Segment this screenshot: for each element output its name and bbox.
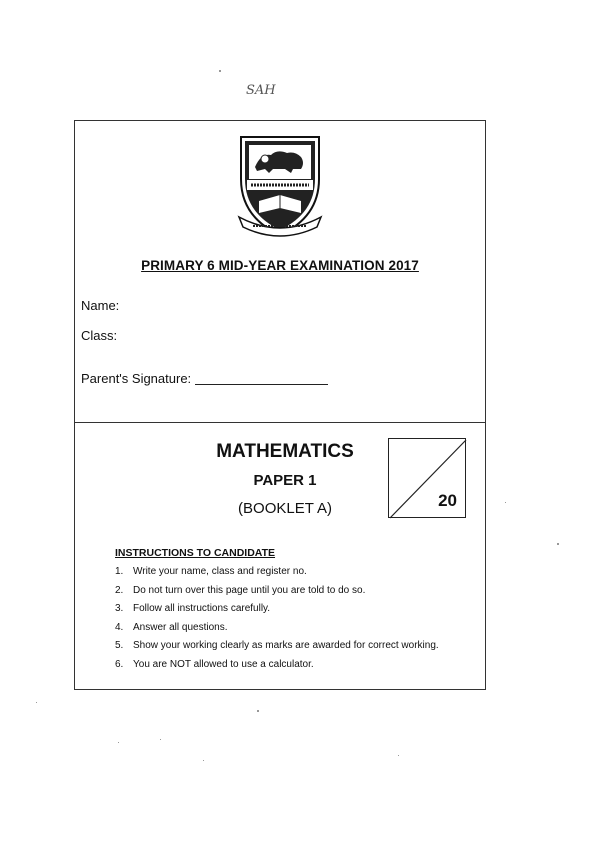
scan-speck bbox=[203, 760, 204, 761]
scan-speck bbox=[257, 710, 259, 712]
cover-box bbox=[74, 120, 486, 690]
exam-title: PRIMARY 6 MID-YEAR EXAMINATION 2017 bbox=[141, 258, 419, 273]
instruction-item: 1. Write your name, class and register no. bbox=[115, 566, 307, 577]
class-label: Class: bbox=[81, 328, 118, 343]
scan-speck bbox=[118, 742, 119, 743]
paper-label: PAPER 1 bbox=[253, 472, 317, 489]
instructions-list bbox=[115, 566, 439, 678]
scan-speck bbox=[505, 502, 506, 503]
parent-signature-label: Parent's Signature: bbox=[81, 371, 192, 386]
instruction-item: 4. Answer all questions. bbox=[115, 621, 228, 633]
scan-speck bbox=[219, 70, 221, 72]
total-marks: 20 bbox=[438, 491, 457, 510]
scan-speck bbox=[36, 702, 37, 703]
signature-line bbox=[195, 384, 328, 385]
booklet-label: (BOOKLET A) bbox=[238, 500, 332, 517]
name-label: Name: bbox=[81, 298, 120, 313]
school-crest-icon bbox=[235, 131, 325, 239]
instruction-item: 6. You are NOT allowed to use a calculator. bbox=[115, 658, 314, 670]
scan-speck bbox=[398, 755, 399, 756]
instruction-item: 3. Follow all instructions carefully. bbox=[115, 603, 271, 615]
instructions-heading: INSTRUCTIONS TO CANDIDATE bbox=[115, 547, 276, 559]
scan-speck bbox=[557, 543, 559, 545]
instruction-item: 5. Show your working clearly as marks are awarded for correct working. bbox=[115, 640, 439, 652]
handwritten-mark: SAH bbox=[246, 83, 276, 98]
subject-title: MATHEMATICS bbox=[216, 441, 354, 462]
scan-speck bbox=[160, 739, 161, 740]
section-divider bbox=[75, 422, 485, 423]
instruction-item: 2. Do not turn over this page until you are told to do so. bbox=[115, 584, 366, 596]
marks-box bbox=[388, 438, 466, 518]
